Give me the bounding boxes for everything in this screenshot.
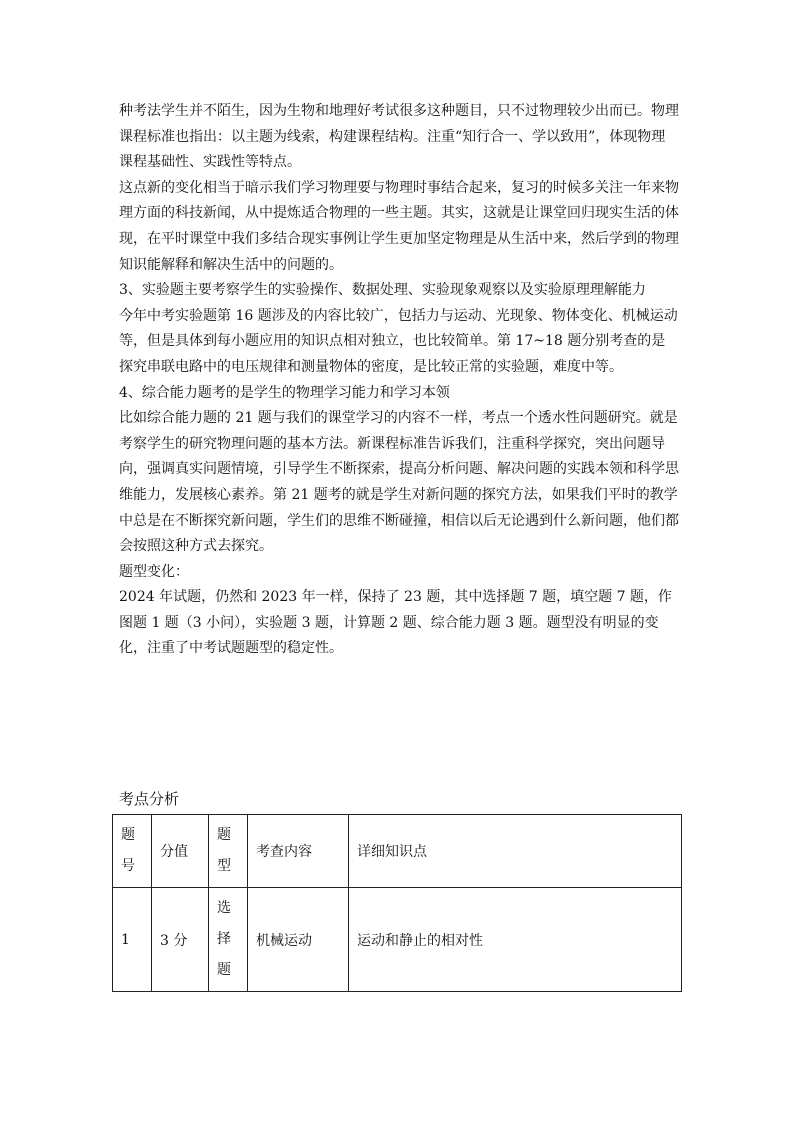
paragraph-2: 这点新的变化相当于暗示我们学习物理要与物理时事结合起来，复习的时候多关注一年来物理方面的科技新闻，从中提炼适合物理的一些主题。其实，这就是让课堂回归现实生活的体现，在平时课堂中我们多结合现实事例让学生更加坚定物理是从生活中来，然后学到的物理知识能解释和解决生活中的问题的。 [119,179,679,273]
exam-points-table [112,814,682,992]
paragraph-1: 种考法学生并不陌生，因为生物和地理好考试很多这种题目，只不过物理较少出而已。物理课程标准也指出：以主题为线索，构建课程结构。注重“知行合一、学以致用”，体现物理课程基础性、实践性等特点。 [119,103,679,171]
cell-detail: 运动和静止的相对性 [349,888,682,992]
paragraph-8: 2024 年试题，仍然和 2023 年一样，保持了 23 题，其中选择题 7 题，填空题 7 题，作图题 1 题（3 小问），实验题 3 题，计算题 2 题、综合能力题 3 题。题型没有明显的变化，注重了中考试题题型的稳定性。 [119,589,672,657]
paragraph-6: 比如综合能力题的 21 题与我们的课堂学习的内容不一样，考点一个透水性问题研究。就是考察学生的研究物理问题的基本方法。新课程标准告诉我们，注重科学探究，突出问题导向，强调真实问题情境，引导学生不断探索，提高分析问题、解决问题的实践本领和科学思维能力，发展核心素养。第 21 题考的就是学生对新问题的探究方法，如果我们平时的教学中总是在不断探究新问题，学生们的思维不断碰撞，相信以后无论遇到什么新问题，他们都会按照这种方式去探究。 [119,410,679,555]
cell-type: 选择题 [209,888,248,992]
header-cell-content: 考查内容 [248,815,349,888]
cell-content: 机械运动 [248,888,349,992]
paragraph-7: 题型变化： [119,563,189,580]
table-header-row [113,815,682,888]
header-cell-score: 分值 [152,815,209,888]
header-cell-number: 题号 [113,815,152,888]
cell-number: 1 [113,888,152,992]
paragraph-5: 4、综合能力题考的是学生的物理学习能力和学习本领 [119,384,450,401]
header-cell-detail: 详细知识点 [349,815,682,888]
body-text [119,99,679,662]
header-cell-type: 题型 [209,815,248,888]
paragraph-4: 今年中考实验题第 16 题涉及的内容比较广，包括力与运动、光现象、物体变化、机械运动等，但是具体到每小题应用的知识点相对独立，也比较简单。第 17~18 题分别考查的是探究串联电路中的电压规律和测量物体的密度，是比较正常的实验题，难度中等。 [119,307,678,375]
paragraph-3: 3、实验题主要考察学生的实验操作、数据处理、实验现象观察以及实验原理理解能力 [119,282,646,299]
table-row [113,888,682,992]
section-title: 考点分析 [119,790,180,808]
cell-score: 3 分 [152,888,209,992]
